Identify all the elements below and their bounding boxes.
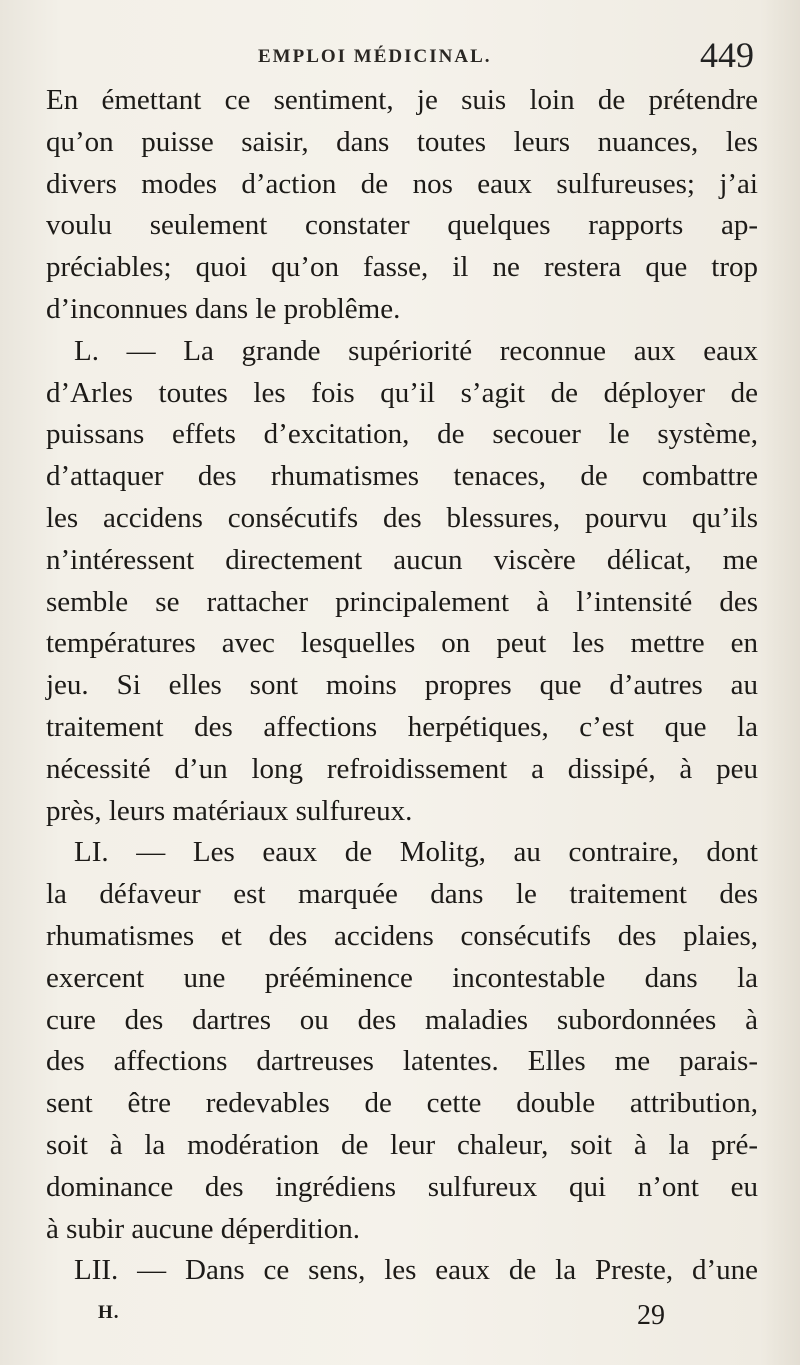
text-line: jeu. Si elles sont moins propres que d’autres au [46,669,758,702]
text-line: d’attaquer des rhumatismes tenaces, de combattre [46,460,758,493]
text-line: En émettant ce sentiment, je suis loin de prétendre [46,84,758,116]
page-number: 449 [700,35,754,75]
text-line: exercent une prééminence incontestable dans la [46,961,758,994]
text-line: qu’on puisse saisir, dans toutes leurs nuances, les [46,125,758,158]
text-line: à subir aucune déperdition. [46,1212,361,1245]
text-line: semble se rattacher principalement à l’intensité des [46,585,758,618]
text-line: cure des dartres ou des maladies subordonnées à [46,1003,758,1036]
running-title: EMPLOI MÉDICINAL. [258,46,492,67]
text-line: n’intéressent directement aucun viscère délicat, me [46,543,758,576]
section-l-start: L. — La grande supériorité reconnue aux eaux [74,334,758,367]
signature-number: 29 [637,1300,665,1331]
text-line: traitement des affections herpétiques, c’est que la [46,710,758,743]
text-line: préciables; quoi qu’on fasse, il ne restera que trop [46,251,758,284]
text-line: près, leurs matériaux sulfureux. [46,794,413,827]
text-line: dominance des ingrédiens sulfureux qui n’ont eu [46,1170,758,1203]
text-line: divers modes d’action de nos eaux sulfureuses; j’ai [46,167,758,200]
signature-letter: H. [98,1302,120,1323]
text-line: les accidens consécutifs des blessures, pourvu qu’ils [46,501,758,534]
section-li-start: LI. — Les eaux de Molitg, au contraire, dont [74,836,758,869]
text-line: rhumatismes et des accidens consécutifs des plaies, [46,919,758,952]
text-line: soit à la modération de leur chaleur, soit à la pré- [46,1128,758,1161]
text-line: puissans effets d’excitation, de secouer le système, [46,418,758,451]
text-line: la défaveur est marquée dans le traitement des [46,878,758,911]
text-line: d’Arles toutes les fois qu’il s’agit de déployer de [46,376,758,409]
text-line: sent être redevables de cette double attribution, [46,1087,758,1120]
text-line: voulu seulement constater quelques rapports ap- [46,209,758,242]
page-footer [0,1300,800,1340]
running-head [0,34,800,84]
text-line: températures avec lesquelles on peut les mettre en [46,627,758,660]
text-line: des affections dartreuses latentes. Elles me parais- [46,1045,758,1078]
text-line: d’inconnues dans le problême. [46,292,401,325]
section-lii-start: LII. — Dans ce sens, les eaux de la Preste, d’une [74,1254,758,1287]
body-text [46,80,758,1292]
text-line: nécessité d’un long refroidissement a dissipé, à peu [46,752,758,785]
